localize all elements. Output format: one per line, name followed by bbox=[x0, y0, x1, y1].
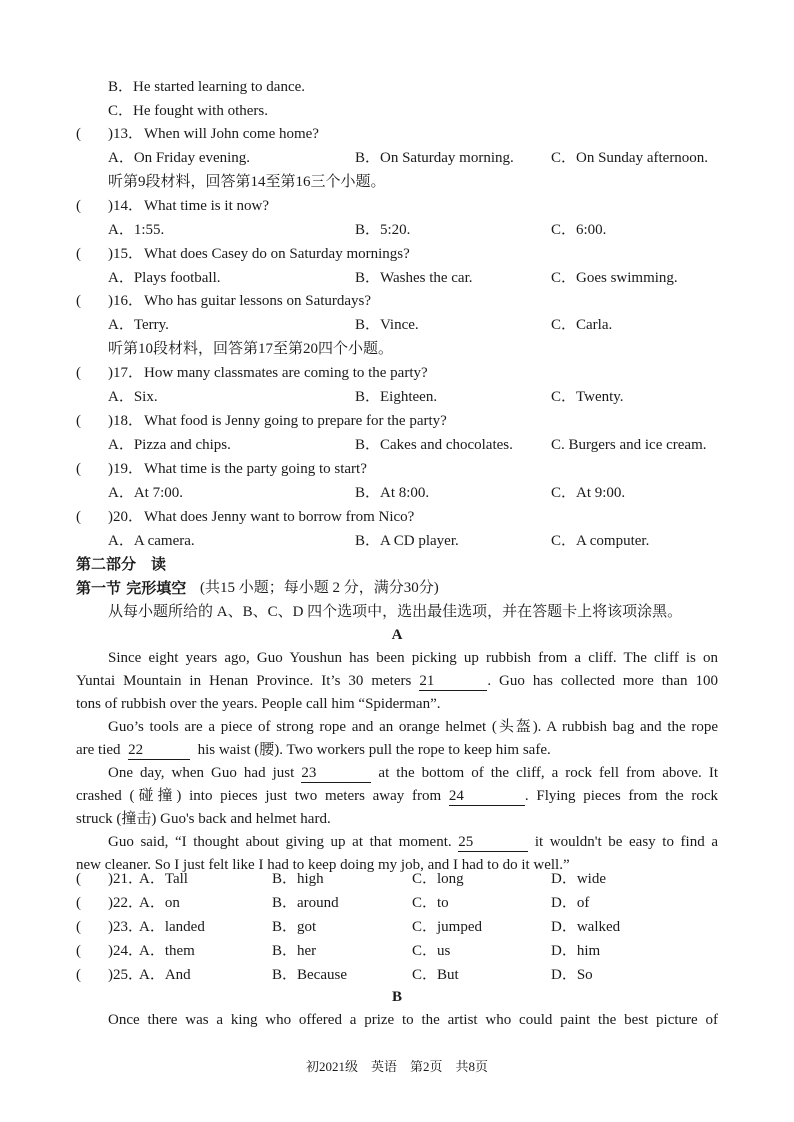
listening-note-10: 听第10段材料，回答第17至第20四个小题。 bbox=[108, 341, 394, 357]
passage-a-line-9: Guo said, “I thought about giving up at that moment. 25 it wouldn't be easy to find a bbox=[108, 834, 718, 850]
cloze-row-25: ( )25． A．And B．Because C．But D．So bbox=[76, 967, 593, 983]
q12-option-c: C．He fought with others. bbox=[108, 103, 268, 119]
passage-a-line-7: crashed (碰撞) into pieces just two meters away from 24 . Flying pieces from the rock bbox=[76, 788, 718, 804]
section-1-header: 第一节 完形填空 (共15 小题；每小题 2 分，满分30分) bbox=[76, 579, 439, 597]
question-18: ( )18． What food is Jenny going to prepare for the party? bbox=[76, 413, 447, 429]
question-20-options: A．A camera. B．A CD player. C．A computer. bbox=[108, 533, 650, 549]
question-14-options: A．1:55. B．5:20. C．6:00. bbox=[108, 222, 607, 238]
question-13: ( )13． When will John come home? bbox=[76, 126, 319, 142]
part-2-title: 第二部分 读 bbox=[76, 555, 167, 573]
question-15-options: A．Plays football. B．Washes the car. C．Goes swimming. bbox=[108, 270, 678, 286]
blank-24[interactable]: 24 bbox=[449, 787, 525, 806]
cloze-row-23: ( )23． A．landed B．got C．jumped D．walked bbox=[76, 919, 621, 935]
passage-a-line-3: tons of rubbish over the years. People call him “Spiderman”. bbox=[76, 696, 441, 712]
passage-a-line-4: Guo’s tools are a piece of strong rope and an orange helmet (头盔). A rubbish bag and the rope bbox=[108, 719, 718, 735]
cloze-row-24: ( )24． A．them B．her C．us D．him bbox=[76, 943, 601, 959]
passage-a-line-8: struck (撞击) Guo's back and helmet hard. bbox=[76, 811, 331, 827]
question-19-options: A．At 7:00. B．At 8:00. C．At 9:00. bbox=[108, 485, 626, 501]
blank-25[interactable]: 25 bbox=[458, 833, 528, 852]
blank-23[interactable]: 23 bbox=[301, 764, 371, 783]
passage-a-line-1: Since eight years ago, Guo Youshun has been picking up rubbish from a cliff. The cliff is on bbox=[108, 650, 718, 666]
passage-b-line-1: Once there was a king who offered a prize to the artist who could paint the best picture of bbox=[108, 1012, 718, 1028]
page-footer: 初2021级 英语 第2页 共8页 bbox=[305, 1059, 488, 1074]
question-16-options: A．Terry. B．Vince. C．Carla. bbox=[108, 317, 613, 333]
question-13-options: A．On Friday evening. B．On Saturday morning. C．On Sunday afternoon. bbox=[108, 150, 709, 166]
question-17: ( )17． How many classmates are coming to the party? bbox=[76, 365, 428, 381]
passage-b-label: B bbox=[391, 989, 402, 1005]
blank-22[interactable]: 22 bbox=[128, 741, 190, 760]
passage-a-line-5: are tied 22 his waist (腰). Two workers pull the rope to keep him safe. bbox=[76, 742, 551, 758]
question-16: ( )16． Who has guitar lessons on Saturdays? bbox=[76, 293, 372, 309]
passage-a-line-2: Yuntai Mountain in Henan Province. It’s 30 meters 21 . Guo has collected more than 100 bbox=[76, 673, 719, 689]
question-19: ( )19． What time is the party going to start? bbox=[76, 461, 367, 477]
blank-21[interactable]: 21 bbox=[419, 672, 487, 691]
passage-a-line-10: new cleaner. So I just felt like I had to keep doing my job, and I had to do it well.” bbox=[76, 857, 570, 873]
question-15: ( )15． What does Casey do on Saturday mornings? bbox=[76, 246, 410, 262]
question-18-options: A．Pizza and chips. B．Cakes and chocolates. C. Burgers and ice cream. bbox=[108, 437, 707, 453]
passage-a-line-6: One day, when Guo had just 23 at the bottom of the cliff, a rock fell from above. It bbox=[108, 765, 719, 781]
question-20: ( )20． What does Jenny want to borrow from Nico? bbox=[76, 509, 415, 525]
cloze-row-21: ( )21． A．Tall B．high C．long D．wide bbox=[76, 871, 606, 887]
cloze-row-22: ( )22． A．on B．around C．to D．of bbox=[76, 895, 590, 911]
q12-option-b: B．He started learning to dance. bbox=[108, 79, 306, 95]
section-1-instruction: 从每小题所给的 A、B、C、D 四个选项中，选出最佳选项，并在答题卡上将该项涂黑。 bbox=[108, 604, 683, 620]
passage-a-label: A bbox=[391, 627, 403, 643]
question-14: ( )14． What time is it now? bbox=[76, 198, 269, 214]
listening-note-9: 听第9段材料，回答第14至第16三个小题。 bbox=[108, 174, 386, 190]
question-17-options: A．Six. B．Eighteen. C．Twenty. bbox=[108, 389, 624, 405]
